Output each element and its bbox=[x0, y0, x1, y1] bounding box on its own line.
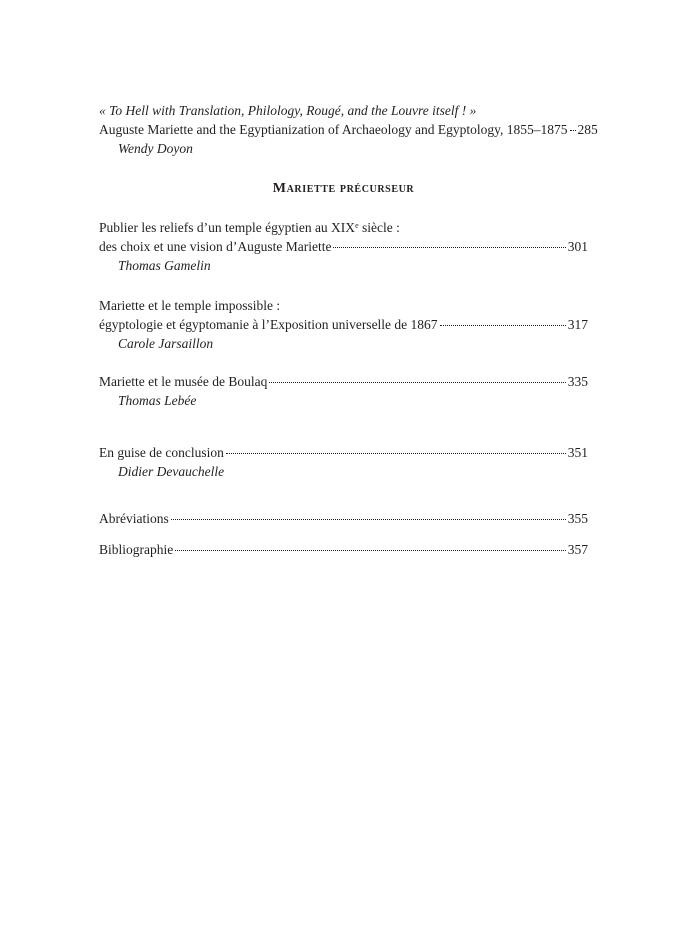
page-number: 355 bbox=[567, 511, 588, 526]
toc-entry-gamelin bbox=[99, 218, 588, 275]
dot-leader bbox=[171, 519, 566, 520]
table-of-contents bbox=[99, 101, 598, 559]
dot-leader bbox=[175, 550, 566, 551]
toc-entry-conclusion bbox=[99, 443, 588, 481]
entry-title-line bbox=[99, 509, 588, 528]
dot-leader bbox=[226, 453, 566, 454]
toc-entry-abbreviations bbox=[99, 509, 588, 528]
entry-title-line bbox=[99, 443, 588, 462]
page-number: 335 bbox=[567, 374, 588, 389]
entry-author: Thomas Lebée bbox=[118, 393, 197, 408]
entry-title-line-2 bbox=[99, 315, 588, 334]
entry-author: Wendy Doyon bbox=[118, 141, 193, 156]
entry-quote-title: « To Hell with Translation, Philology, Rougé, and the Louvre itself ! » bbox=[99, 103, 477, 118]
entry-title: Mariette et le musée de Boulaq bbox=[99, 374, 268, 389]
entry-title-line-1: Mariette et le temple impossible : bbox=[99, 298, 281, 313]
entry-title: égyptologie et égyptomanie à l’Exposition universelle de 1867 bbox=[99, 317, 438, 332]
page-number: 317 bbox=[567, 317, 588, 332]
entry-title: Auguste Mariette and the Egyptianization of Archaeology and Egyptology, 1855–1875 bbox=[99, 122, 568, 137]
entry-title-line bbox=[99, 120, 598, 139]
entry-title: Bibliographie bbox=[99, 542, 174, 557]
dot-leader bbox=[570, 130, 576, 131]
entry-title: Abréviations bbox=[99, 511, 169, 526]
dot-leader bbox=[440, 325, 566, 326]
toc-entry-doyon bbox=[99, 101, 598, 158]
toc-entry-lebee bbox=[99, 372, 588, 410]
entry-title-part: siècle : bbox=[358, 220, 400, 235]
page-number: 285 bbox=[577, 122, 598, 137]
toc-entry-jarsaillon bbox=[99, 296, 588, 353]
dot-leader bbox=[269, 382, 565, 383]
superscript: e bbox=[355, 221, 359, 230]
entry-title-line bbox=[99, 372, 588, 391]
entry-author: Carole Jarsaillon bbox=[118, 336, 214, 351]
entry-title-line-1 bbox=[99, 218, 588, 237]
section-heading: Mariette précurseur bbox=[272, 181, 415, 196]
entry-title-line bbox=[99, 540, 588, 559]
dot-leader bbox=[333, 247, 565, 248]
entry-title: des choix et une vision d’Auguste Mariette bbox=[99, 239, 332, 254]
toc-entry-bibliography bbox=[99, 540, 588, 559]
entry-author: Thomas Gamelin bbox=[118, 258, 211, 273]
entry-title-part: Publier les reliefs d’un temple égyptien au XIX bbox=[99, 220, 356, 235]
page-number: 357 bbox=[567, 542, 588, 557]
entry-title-line-2 bbox=[99, 237, 588, 256]
page-number: 301 bbox=[567, 239, 588, 254]
entry-title: En guise de conclusion bbox=[99, 445, 224, 460]
entry-author: Didier Devauchelle bbox=[118, 464, 225, 479]
page-number: 351 bbox=[567, 445, 588, 460]
